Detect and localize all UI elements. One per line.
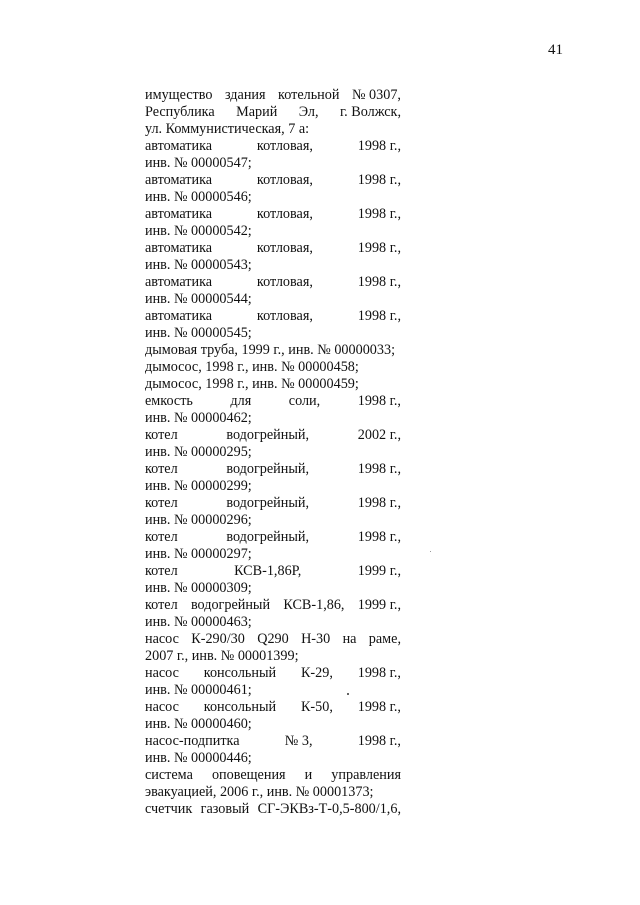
text-segment: котел (145, 529, 178, 545)
text-segment: котловая, (256, 206, 313, 222)
text-segment: К-29, (300, 665, 333, 681)
text-segment: инв. № 00000309; (145, 580, 252, 596)
scan-speck (430, 551, 431, 552)
text-segment: дымосос, 1998 г., инв. № 00000459; (145, 376, 359, 392)
text-segment: КСВ-1,86Р, (234, 563, 302, 579)
text-segment: Эл, (298, 104, 319, 120)
text-segment: 2002 г., (357, 427, 401, 443)
text-segment: инв. № 00000545; (145, 325, 252, 341)
text-segment: котловая, (256, 308, 313, 324)
text-line (145, 206, 401, 223)
text-segment: эвакуацией, 2006 г., инв. № 00001373; (145, 784, 374, 800)
text-segment: 1998 г., (357, 461, 401, 477)
text-line (145, 563, 401, 580)
text-line (145, 444, 401, 461)
text-segment: водогрейный, (226, 495, 310, 511)
text-line (145, 767, 401, 784)
text-line (145, 631, 401, 648)
text-segment: дымосос, 1998 г., инв. № 00000458; (145, 359, 359, 375)
text-segment: котел (145, 461, 178, 477)
text-line (145, 597, 401, 614)
text-segment: Марий (236, 104, 278, 120)
text-line (145, 529, 401, 546)
text-segment: емкость (145, 393, 193, 409)
text-segment: Республика (145, 104, 215, 120)
text-segment: соли, (288, 393, 321, 409)
text-line (145, 665, 401, 682)
text-line (145, 376, 401, 393)
text-line (145, 274, 401, 291)
text-line (145, 240, 401, 257)
text-segment: консольный (203, 665, 277, 681)
text-segment: насос (145, 699, 179, 715)
text-segment: инв. № 00000547; (145, 155, 252, 171)
text-segment: инв. № 00000297; (145, 546, 252, 562)
text-segment: 1998 г., (357, 699, 401, 715)
text-segment: насос (145, 631, 179, 647)
text-segment: котловая, (256, 274, 313, 290)
text-segment: насос (145, 665, 179, 681)
text-segment: котловая, (256, 172, 313, 188)
text-segment: газовый (200, 801, 250, 817)
text-line (145, 121, 401, 138)
page-number: 41 (548, 42, 563, 58)
text-segment: 1998 г., (357, 665, 401, 681)
text-line (145, 342, 401, 359)
document-body (145, 87, 401, 818)
text-segment: имущество (145, 87, 213, 103)
text-line (145, 138, 401, 155)
text-segment: здания (224, 87, 266, 103)
text-line (145, 546, 401, 563)
text-segment: г. Волжск, (339, 104, 401, 120)
text-line (145, 308, 401, 325)
text-segment: 1998 г., (357, 274, 401, 290)
text-segment: 1998 г., (357, 393, 401, 409)
text-segment: оповещения (211, 767, 286, 783)
text-segment: № 3, (284, 733, 313, 749)
text-segment: инв. № 00000544; (145, 291, 252, 307)
text-line (145, 580, 401, 597)
text-line (145, 155, 401, 172)
text-segment: раме, (368, 631, 401, 647)
text-segment: автоматика (145, 206, 213, 222)
text-segment: автоматика (145, 274, 213, 290)
text-segment: инв. № 00000460; (145, 716, 252, 732)
text-segment: котловая, (256, 138, 313, 154)
text-segment: инв. № 00000295; (145, 444, 252, 460)
text-line (145, 478, 401, 495)
text-segment: инв. № 00000299; (145, 478, 252, 494)
text-segment: К-290/30 (191, 631, 245, 647)
text-segment: котел (145, 495, 178, 511)
text-segment: 1998 г., (357, 733, 401, 749)
text-line (145, 393, 401, 410)
text-segment: котел (145, 563, 178, 579)
text-segment: консольный (203, 699, 277, 715)
text-segment: К-50, (300, 699, 333, 715)
text-line (145, 257, 401, 274)
text-line (145, 784, 401, 801)
text-segment: инв. № 00000461; (145, 682, 252, 698)
text-line (145, 699, 401, 716)
text-line (145, 750, 401, 767)
text-segment: 1999 г., (357, 597, 401, 613)
text-segment: котел (145, 427, 178, 443)
text-line (145, 512, 401, 529)
text-segment: 1998 г., (357, 206, 401, 222)
text-segment: система (145, 767, 193, 783)
text-segment: 2007 г., инв. № 00001399; (145, 648, 299, 664)
text-line (145, 291, 401, 308)
text-segment: котел (145, 597, 178, 613)
text-segment: инв. № 00000463; (145, 614, 252, 630)
text-segment: для (230, 393, 252, 409)
text-segment: автоматика (145, 240, 213, 256)
text-segment: автоматика (145, 308, 213, 324)
text-segment: инв. № 00000446; (145, 750, 252, 766)
text-line (145, 716, 401, 733)
text-segment: счетчик (145, 801, 193, 817)
text-segment: № 0307, (351, 87, 401, 103)
text-line (145, 733, 401, 750)
text-line (145, 189, 401, 206)
text-line (145, 682, 401, 699)
text-segment: котловая, (256, 240, 313, 256)
text-line (145, 325, 401, 342)
text-segment: на (342, 631, 357, 647)
text-segment: водогрейный, (226, 461, 310, 477)
text-line (145, 87, 401, 104)
text-segment: СГ-ЭКВз-Т-0,5-800/1,6, (257, 801, 401, 817)
text-segment: и (304, 767, 313, 783)
text-line (145, 648, 401, 665)
text-segment: 1999 г., (357, 563, 401, 579)
text-segment: Q290 (257, 631, 289, 647)
text-segment: 1998 г., (357, 172, 401, 188)
text-line (145, 359, 401, 376)
text-segment: котельной (278, 87, 340, 103)
text-segment: инв. № 00000462; (145, 410, 252, 426)
text-segment: 1998 г., (357, 529, 401, 545)
text-segment: 1998 г., (357, 495, 401, 511)
text-line (145, 495, 401, 512)
text-segment: 1998 г., (357, 308, 401, 324)
text-line (145, 104, 401, 121)
text-segment: водогрейный, (226, 529, 310, 545)
text-segment: насос-подпитка (145, 733, 240, 749)
text-segment: дымовая труба, 1999 г., инв. № 00000033; (145, 342, 396, 358)
text-segment: инв. № 00000542; (145, 223, 252, 239)
text-segment: 1998 г., (357, 138, 401, 154)
text-segment: водогрейный (190, 597, 271, 613)
text-line (145, 801, 401, 818)
text-segment: ул. Коммунистическая, 7 а: (145, 121, 310, 137)
text-line (145, 614, 401, 631)
text-segment: Н-30 (301, 631, 331, 647)
text-segment: инв. № 00000296; (145, 512, 252, 528)
text-segment: управления (331, 767, 401, 783)
text-segment: инв. № 00000546; (145, 189, 252, 205)
text-segment: КСВ-1,86, (283, 597, 345, 613)
text-line (145, 410, 401, 427)
text-segment: 1998 г., (357, 240, 401, 256)
text-segment: автоматика (145, 172, 213, 188)
text-segment: автоматика (145, 138, 213, 154)
text-line (145, 223, 401, 240)
text-line (145, 427, 401, 444)
text-segment: водогрейный, (226, 427, 310, 443)
text-line (145, 461, 401, 478)
scan-speck (347, 693, 349, 695)
text-segment: инв. № 00000543; (145, 257, 252, 273)
text-line (145, 172, 401, 189)
